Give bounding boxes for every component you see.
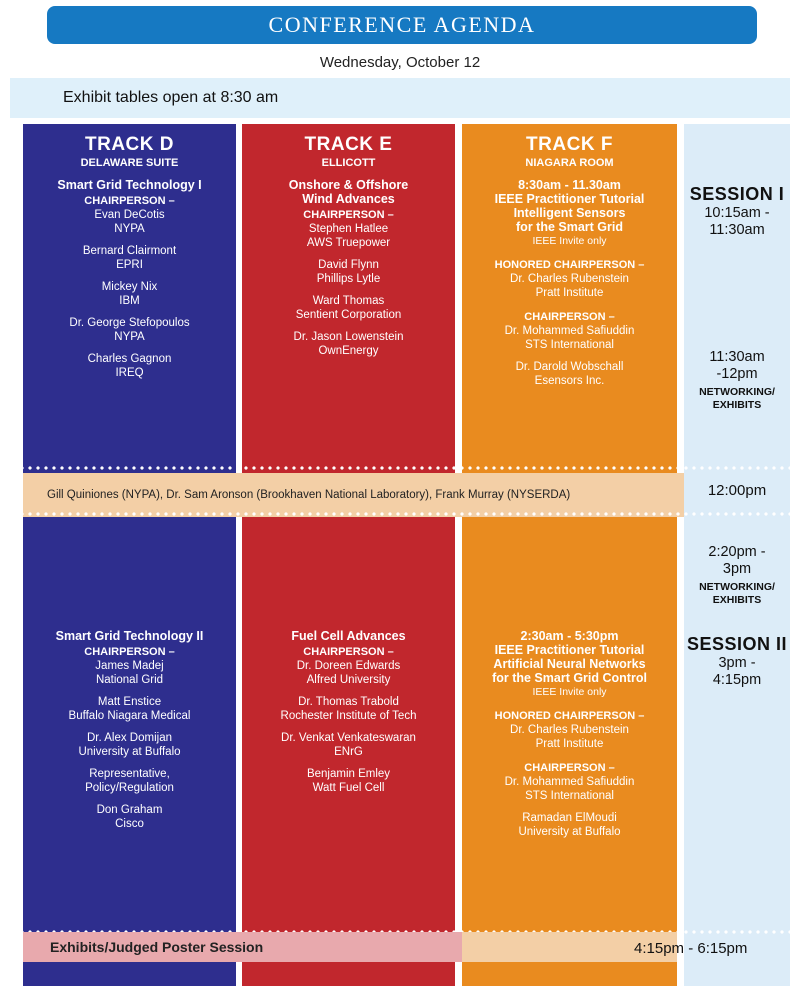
speaker: Dr. Darold Wobschall Esensors Inc. (515, 361, 624, 387)
session-times-column (684, 124, 790, 986)
networking-1: 11:30am -12pm NETWORKING/ EXHIBITS (699, 349, 775, 411)
speaker: Dr. Venkat Venkateswaran ENrG (281, 732, 416, 758)
track-e-pm-session (242, 629, 455, 795)
honored-chairperson-label: HONORED CHAIRPERSON – (494, 259, 645, 271)
keynote-time: 12:00pm (707, 482, 767, 499)
dotted-divider (10, 466, 790, 470)
speaker: Ramadan ElMoudi University at Buffalo (518, 812, 621, 838)
networking-2: 2:20pm - 3pm NETWORKING/ EXHIBITS (699, 544, 775, 606)
speaker: Dr. Mohammed Safiuddin STS International (504, 776, 635, 802)
speaker: Evan DeCotis NYPA (94, 209, 165, 235)
track-e-room: ELLICOTT (321, 157, 376, 169)
session-title: Artificial Neural Networks (493, 657, 646, 671)
track-d-title: TRACK D (85, 134, 174, 155)
speaker: Benjamin Emley Watt Fuel Cell (306, 768, 391, 794)
chairperson-label: CHAIRPERSON – (84, 195, 175, 207)
session-title: IEEE Practitioner Tutorial (494, 192, 645, 206)
speaker: Dr. George Stefopoulos NYPA (69, 317, 190, 343)
invite-note: IEEE Invite only (532, 686, 607, 698)
speaker: Mickey Nix IBM (101, 281, 158, 307)
keynote-speakers: Gill Quiniones (NYPA), Dr. Sam Aronson (Brookhaven National Laboratory), Frank Murray (NYSERDA) (47, 489, 571, 501)
session-1: SESSION I 10:15am - 11:30am (689, 184, 785, 238)
track-f-pm-session (462, 629, 677, 839)
track-f-title: TRACK F (526, 134, 613, 155)
speaker: Dr. Doreen Edwards Alfred University (296, 660, 401, 686)
session-title: Intelligent Sensors (513, 206, 626, 220)
speaker: Don Graham Cisco (96, 804, 163, 830)
chairperson-label: CHAIRPERSON – (303, 209, 394, 221)
track-d-header (23, 134, 236, 169)
speaker: Stephen Hatlee AWS Truepower (306, 223, 391, 249)
speaker: Dr. Alex Domijan University at Buffalo (78, 732, 181, 758)
agenda-date: Wednesday, October 12 (319, 54, 481, 71)
chairperson-label: CHAIRPERSON – (84, 646, 175, 658)
exhibit-open-banner: Exhibit tables open at 8:30 am (10, 78, 790, 118)
invite-note: IEEE Invite only (532, 235, 607, 247)
session-title: IEEE Practitioner Tutorial (494, 643, 645, 657)
speaker: Dr. Jason Lowenstein OwnEnergy (293, 331, 404, 357)
session-title: for the Smart Grid Control (492, 671, 647, 685)
session-title: Smart Grid Technology II (55, 629, 204, 643)
session-title: Wind Advances (302, 192, 395, 206)
speaker: Matt Enstice Buffalo Niagara Medical (68, 696, 191, 722)
session-title: Smart Grid Technology I (57, 178, 202, 192)
speaker: Dr. Charles Rubenstein Pratt Institute (510, 273, 629, 299)
chairperson-label: CHAIRPERSON – (303, 646, 394, 658)
speaker: Charles Gagnon IREQ (87, 353, 172, 379)
track-f-header (462, 134, 677, 169)
honored-chairperson-label: HONORED CHAIRPERSON – (494, 710, 645, 722)
speaker: Ward Thomas Sentient Corporation (295, 295, 402, 321)
chairperson-label: CHAIRPERSON – (524, 311, 615, 323)
track-f-column (462, 124, 677, 986)
track-e-am-session (242, 178, 455, 358)
session-time: 2:30am - 5:30pm (520, 629, 619, 643)
session-title: for the Smart Grid (516, 220, 623, 234)
chairperson-label: CHAIRPERSON – (524, 762, 615, 774)
session-title: Onshore & Offshore (288, 178, 409, 192)
speaker: Dr. Mohammed Safiuddin STS International (504, 325, 635, 351)
speaker: Dr. Thomas Trabold Rochester Institute of Tech (280, 696, 417, 722)
track-e-header (242, 134, 455, 169)
session-2: SESSION II 3pm - 4:15pm (686, 634, 788, 688)
poster-session-time: 4:15pm - 6:15pm (634, 940, 748, 957)
speaker: James Madej National Grid (95, 660, 164, 686)
agenda-title: CONFERENCE AGENDA (47, 6, 757, 44)
track-d-pm-session (23, 629, 236, 831)
dotted-divider (10, 512, 790, 516)
session-time: 8:30am - 11.30am (518, 178, 621, 192)
track-d-column (23, 124, 236, 986)
speaker: David Flynn Phillips Lytle (316, 259, 381, 285)
speaker: Bernard Clairmont EPRI (82, 245, 177, 271)
track-d-room: DELAWARE SUITE (80, 157, 179, 169)
track-e-column (242, 124, 455, 986)
session-title: Fuel Cell Advances (291, 629, 406, 643)
speaker: Dr. Charles Rubenstein Pratt Institute (510, 724, 629, 750)
track-d-am-session (23, 178, 236, 380)
speaker: Representative, Policy/Regulation (85, 768, 174, 794)
poster-session-label: Exhibits/Judged Poster Session (50, 939, 264, 955)
track-f-am-session (462, 178, 677, 388)
track-e-title: TRACK E (304, 134, 393, 155)
track-f-room: NIAGARA ROOM (525, 157, 614, 169)
